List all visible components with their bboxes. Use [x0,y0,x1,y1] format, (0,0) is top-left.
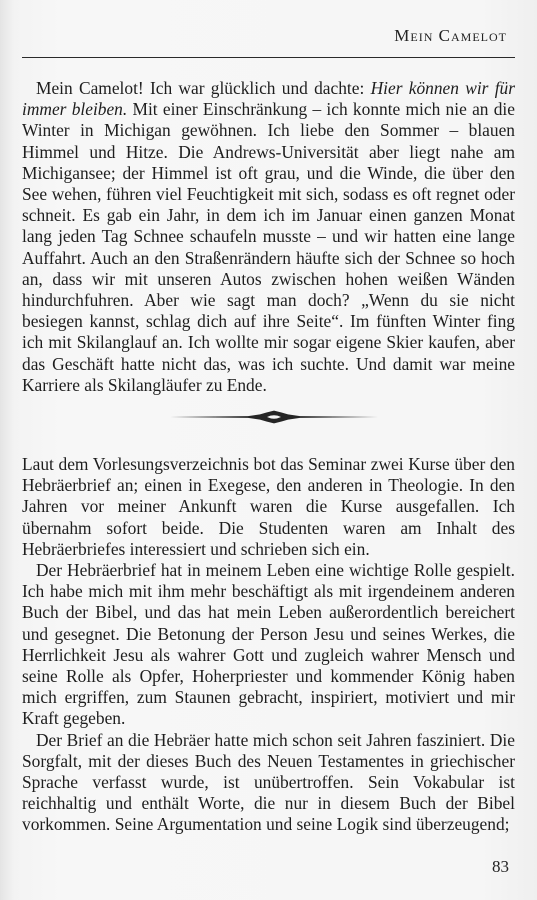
section-divider-ornament [168,408,380,426]
section-1 [22,78,515,396]
paragraph-hebrews-role: Der Hebräerbrief hat in meinem Leben eine wichtige Rolle gespielt. Ich habe mich mit ihm mehr beschäftigt als mit irgendeinem anderen Buch der Bibel, und das hat mein Leben außerordentlich bereichert und gesegnet. Die Betonung der Person Jesu und seines Werkes, die Herrlichkeit Jesu als wahrer Gott und zugleich wahrer Mensch und seine Rolle als Opfer, Hoherpriester und kommender König haben mich ergriffen, zum Staunen gebracht, inspiriert, motiviert und mir Kraft gegeben. [22,560,515,729]
paragraph-camelot [22,78,515,396]
italic-quote: Hier können wir für immer bleiben. [22,78,515,120]
page-number: 83 [492,857,509,876]
paragraph-rest: Mit einer Einschränkung – ich konnte mich nie an die Winter in Michigan gewöhnen. Ich liebe den Sommer – blauen Himmel und Hitze. Die Andrews-Universität aber liegt nahe am Michigansee; der Himmel ist oft grau, und die Winde, die über den See wehen, führen viel Feuchtigkeit mit sich, sodass es oft regnet oder schneit. Es gab ein Jahr, in dem ich im Januar einen ganzen Monat lang jeden Tag Schnee schaufeln musste – und wir hatten eine lange Auffahrt. Auch an den Straßenrändern häufte sich der Schnee so hoch an, dass wir mit unseren Autos zwischen hohen weißen Wänden hindurchfuhren. Aber wie sagt man doch? „Wenn du sie nicht besiegen kannst, schlag dich auf ihre Seite“. Im fünften Winter fing ich mit Skilanglauf an. Ich wollte mir sogar eigene Skier kaufen, aber das Geschäft hatte nicht das, was ich suchte. Und damit war meine Karriere als Skilangläufer zu Ende. [22,99,515,395]
paragraph-lecture-catalog: Laut dem Vorlesungsverzeichnis bot das Seminar zwei Kurse über den Hebräerbrief an; einen in Exegese, den anderen in Theologie. In den Jahren vor meiner Ankunft waren die Kurse ausgefallen. Ich übernahm sofort beide. Die Studenten waren am Inhalt des Hebräerbriefes interessiert und schrieben sich ein. [22,454,515,559]
section-2 [22,454,515,836]
paragraph-hebrews-letter: Der Brief an die Hebräer hatte mich schon seit Jahren fasziniert. Die Sorgfalt, mit der dieses Buch des Neuen Testamentes in griechischer Sprache verfasst wurde, ist unübertroffen. Sein Vokabular ist reichhaltig und enthält Worte, die nur in diesem Buch der Bibel vorkommen. Seine Argumentation und seine Logik sind überzeugend; [22,729,515,835]
header-rule [22,57,515,58]
paragraph-lead: Mein Camelot! Ich war glücklich und dachte: [36,78,371,98]
running-head: Mein Camelot [394,26,507,45]
